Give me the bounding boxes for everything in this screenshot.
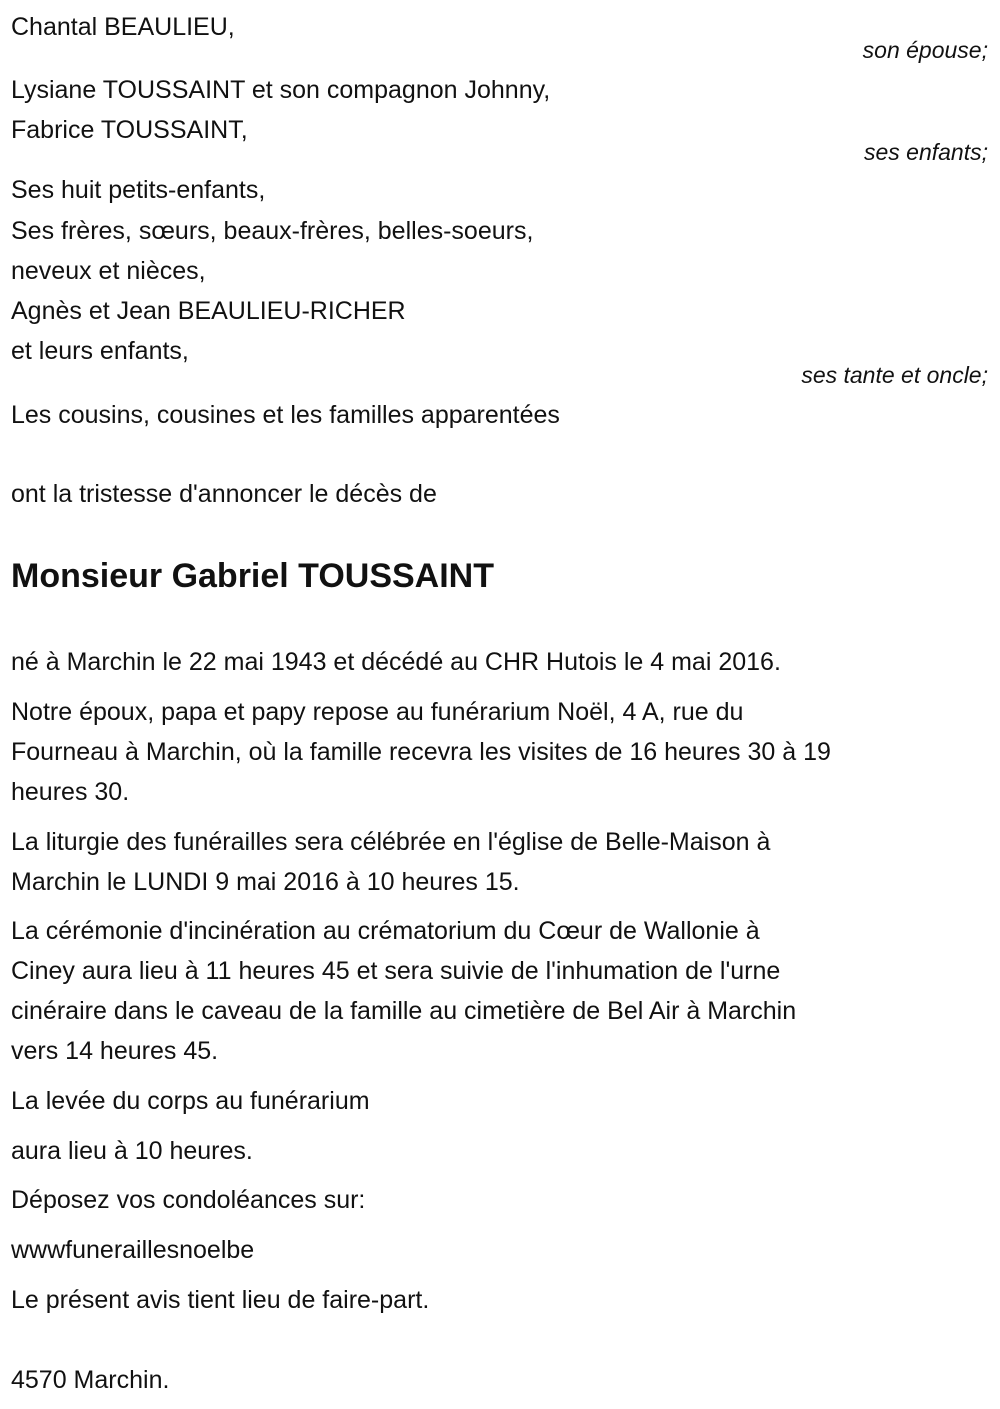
- body-line: Fourneau à Marchin, où la famille recevra les visites de 16 heures 30 à 19: [11, 738, 831, 766]
- body-line: né à Marchin le 22 mai 1943 et décédé au CHR Hutois le 4 mai 2016.: [11, 648, 781, 676]
- relation-label: ses enfants;: [863, 139, 988, 165]
- body-line: cinéraire dans le caveau de la famille au cimetière de Bel Air à Marchin: [11, 997, 797, 1025]
- family-line: Chantal BEAULIEU,: [11, 13, 235, 41]
- body-line: La cérémonie d'incinération au crématorium du Cœur de Wallonie à: [11, 917, 760, 945]
- body-line: La liturgie des funérailles sera célébrée en l'église de Belle-Maison à: [11, 828, 771, 856]
- deceased-name: Monsieur Gabriel TOUSSAINT: [11, 557, 495, 595]
- body-line: La levée du corps au funérarium: [11, 1087, 370, 1115]
- website-text: wwwfuneraillesnoelbe: [11, 1236, 255, 1264]
- body-line: Notre époux, papa et papy repose au funérarium Noël, 4 A, rue du: [11, 698, 744, 726]
- body-line: heures 30.: [11, 778, 130, 806]
- family-line: Ses huit petits-enfants,: [11, 176, 266, 204]
- body-line: Marchin le LUNDI 9 mai 2016 à 10 heures 15.: [11, 868, 520, 896]
- body-line: aura lieu à 10 heures.: [11, 1137, 253, 1165]
- body-line: Déposez vos condoléances sur:: [11, 1186, 366, 1214]
- relation-label: ses tante et oncle;: [801, 362, 988, 388]
- address-text: 4570 Marchin.: [11, 1366, 170, 1394]
- family-line: Lysiane TOUSSAINT et son compagnon Johnny,: [11, 76, 551, 104]
- body-line: Le présent avis tient lieu de faire-part.: [11, 1286, 430, 1314]
- body-line: vers 14 heures 45.: [11, 1037, 219, 1065]
- family-line: neveux et nièces,: [11, 257, 206, 285]
- body-line: Ciney aura lieu à 11 heures 45 et sera suivie de l'inhumation de l'urne: [11, 957, 781, 985]
- family-line: Les cousins, cousines et les familles apparentées: [11, 401, 560, 429]
- relation-label: son épouse;: [862, 37, 988, 63]
- announcement-text: ont la tristesse d'annoncer le décès de: [11, 480, 437, 508]
- family-line: Ses frères, sœurs, beaux-frères, belles-soeurs,: [11, 217, 534, 245]
- family-line: Agnès et Jean BEAULIEU-RICHER: [11, 297, 406, 325]
- family-line: Fabrice TOUSSAINT,: [11, 116, 248, 144]
- family-line: et leurs enfants,: [11, 337, 189, 365]
